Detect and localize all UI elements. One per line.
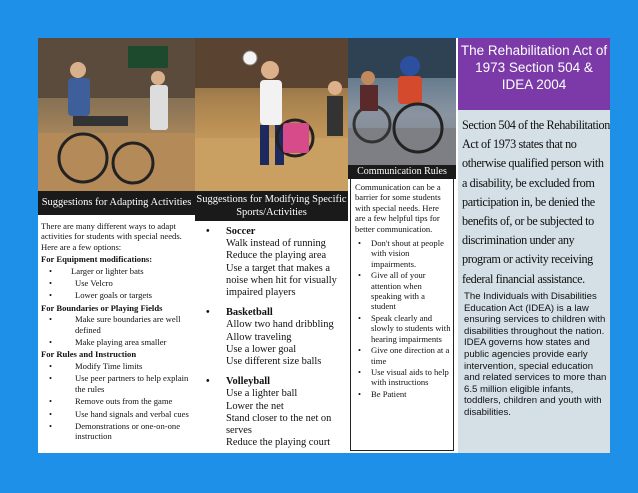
- border-bottom: [0, 453, 638, 493]
- adapting-activities-column: [41, 221, 193, 444]
- sport-line: Use different size balls: [226, 356, 322, 368]
- list-item: • Don't shout at people with vision impairments.: [355, 238, 451, 269]
- list-item: • Lower goals or targets: [41, 290, 193, 300]
- sport-line: Allow traveling: [226, 331, 292, 343]
- list-item: • Speak clearly and slowly to students with hearing impairments: [355, 313, 451, 344]
- header-communication-rules: Communication Rules: [348, 165, 456, 179]
- communication-column: [355, 182, 451, 400]
- list-item: • Use visual aids to help with instructions: [355, 367, 451, 388]
- border-left: [0, 0, 38, 493]
- equipment-list: [41, 266, 193, 301]
- header-adapting-activities: Suggestions for Adapting Activities: [38, 191, 195, 215]
- sport-line: Reduce the playing area: [226, 250, 327, 262]
- rules-list: [41, 361, 193, 442]
- list-item: • Larger or lighter bats: [41, 266, 193, 276]
- section-title: For Boundaries or Playing Fields: [41, 302, 163, 313]
- sport-soccer: [204, 226, 346, 299]
- sport-line: Walk instead of running: [226, 238, 326, 250]
- sports-column: [204, 226, 346, 457]
- sport-volleyball: [204, 376, 346, 449]
- sport-basketball: [204, 307, 346, 368]
- sport-line: Lower the net: [226, 400, 284, 412]
- header-modifying-sports: Suggestions for Modifying Specific Sports/Activities: [195, 191, 348, 221]
- list-item: • Modify Time limits: [41, 361, 193, 371]
- border-top: [0, 0, 638, 38]
- section-504-text: Section 504 of the Rehabilitation Act of 1973 states that no otherwise qualified person with a disability, be excluded from participation in, be denied the benefits of, or be subjected to discrimination under any program or activity receiving federal financial assistance.: [462, 118, 610, 286]
- adapting-intro: There are many different ways to adapt activities for students with special needs. Here are a few options:: [41, 221, 182, 252]
- sport-line: Use a lower goal: [226, 343, 297, 355]
- section-title: For Equipment modifications:: [41, 254, 153, 265]
- list-item: • Make playing area smaller: [41, 337, 193, 347]
- border-right: [610, 0, 638, 493]
- list-item: • Be Patient: [355, 389, 451, 399]
- sport-line: Use a target that makes a noise when hit for visually impaired players: [226, 262, 337, 299]
- communication-list: [355, 238, 451, 399]
- list-item: • Use Velcro: [41, 278, 193, 288]
- list-item: • Use peer partners to help explain the rules: [41, 373, 193, 394]
- list-item: • Give all of your attention when speaking with a student: [355, 270, 451, 312]
- list-item: • Remove outs from the game: [41, 396, 193, 406]
- sport-name: • Basketball: [226, 307, 273, 319]
- photo-volleyball-gym: [195, 38, 348, 191]
- sport-line: Allow two hand dribbling: [226, 319, 334, 331]
- sport-name: • Volleyball: [226, 376, 271, 388]
- photo-wheelchair-athlete: [348, 38, 456, 165]
- sport-line: Reduce the playing court: [226, 437, 331, 449]
- list-item: • Use hand signals and verbal cues: [41, 409, 193, 419]
- section-title: For Rules and Instruction: [41, 349, 137, 360]
- brochure-panel: [38, 38, 610, 453]
- list-item: • Give one direction at a time: [355, 345, 451, 366]
- sport-line: Stand closer to the net on serves: [226, 412, 332, 437]
- list-item: • Demonstrations or one-on-one instruction: [41, 421, 193, 442]
- sport-line: Use a lighter ball: [226, 388, 298, 400]
- photo-wheelchair-ballgame: [38, 38, 195, 191]
- boundaries-list: [41, 314, 193, 347]
- communication-intro: Communication can be a barrier for some students with special needs. Here are a few helpful tips for better communication.: [355, 182, 441, 234]
- idea-text: The Individuals with Disabilities Education Act (IDEA) is a law ensuring services to children with disabilities throughout the nation. IDEA governs how states and public agencies provide early intervention, special education and related services to more than 6.5 million eligible infants, toddlers, children and youth with disabilities.: [464, 291, 607, 418]
- title-box: The Rehabilitation Act of 1973 Section 504 & IDEA 2004: [458, 38, 610, 110]
- list-item: • Make sure boundaries are well defined: [41, 314, 193, 335]
- sport-name: • Soccer: [226, 226, 256, 237]
